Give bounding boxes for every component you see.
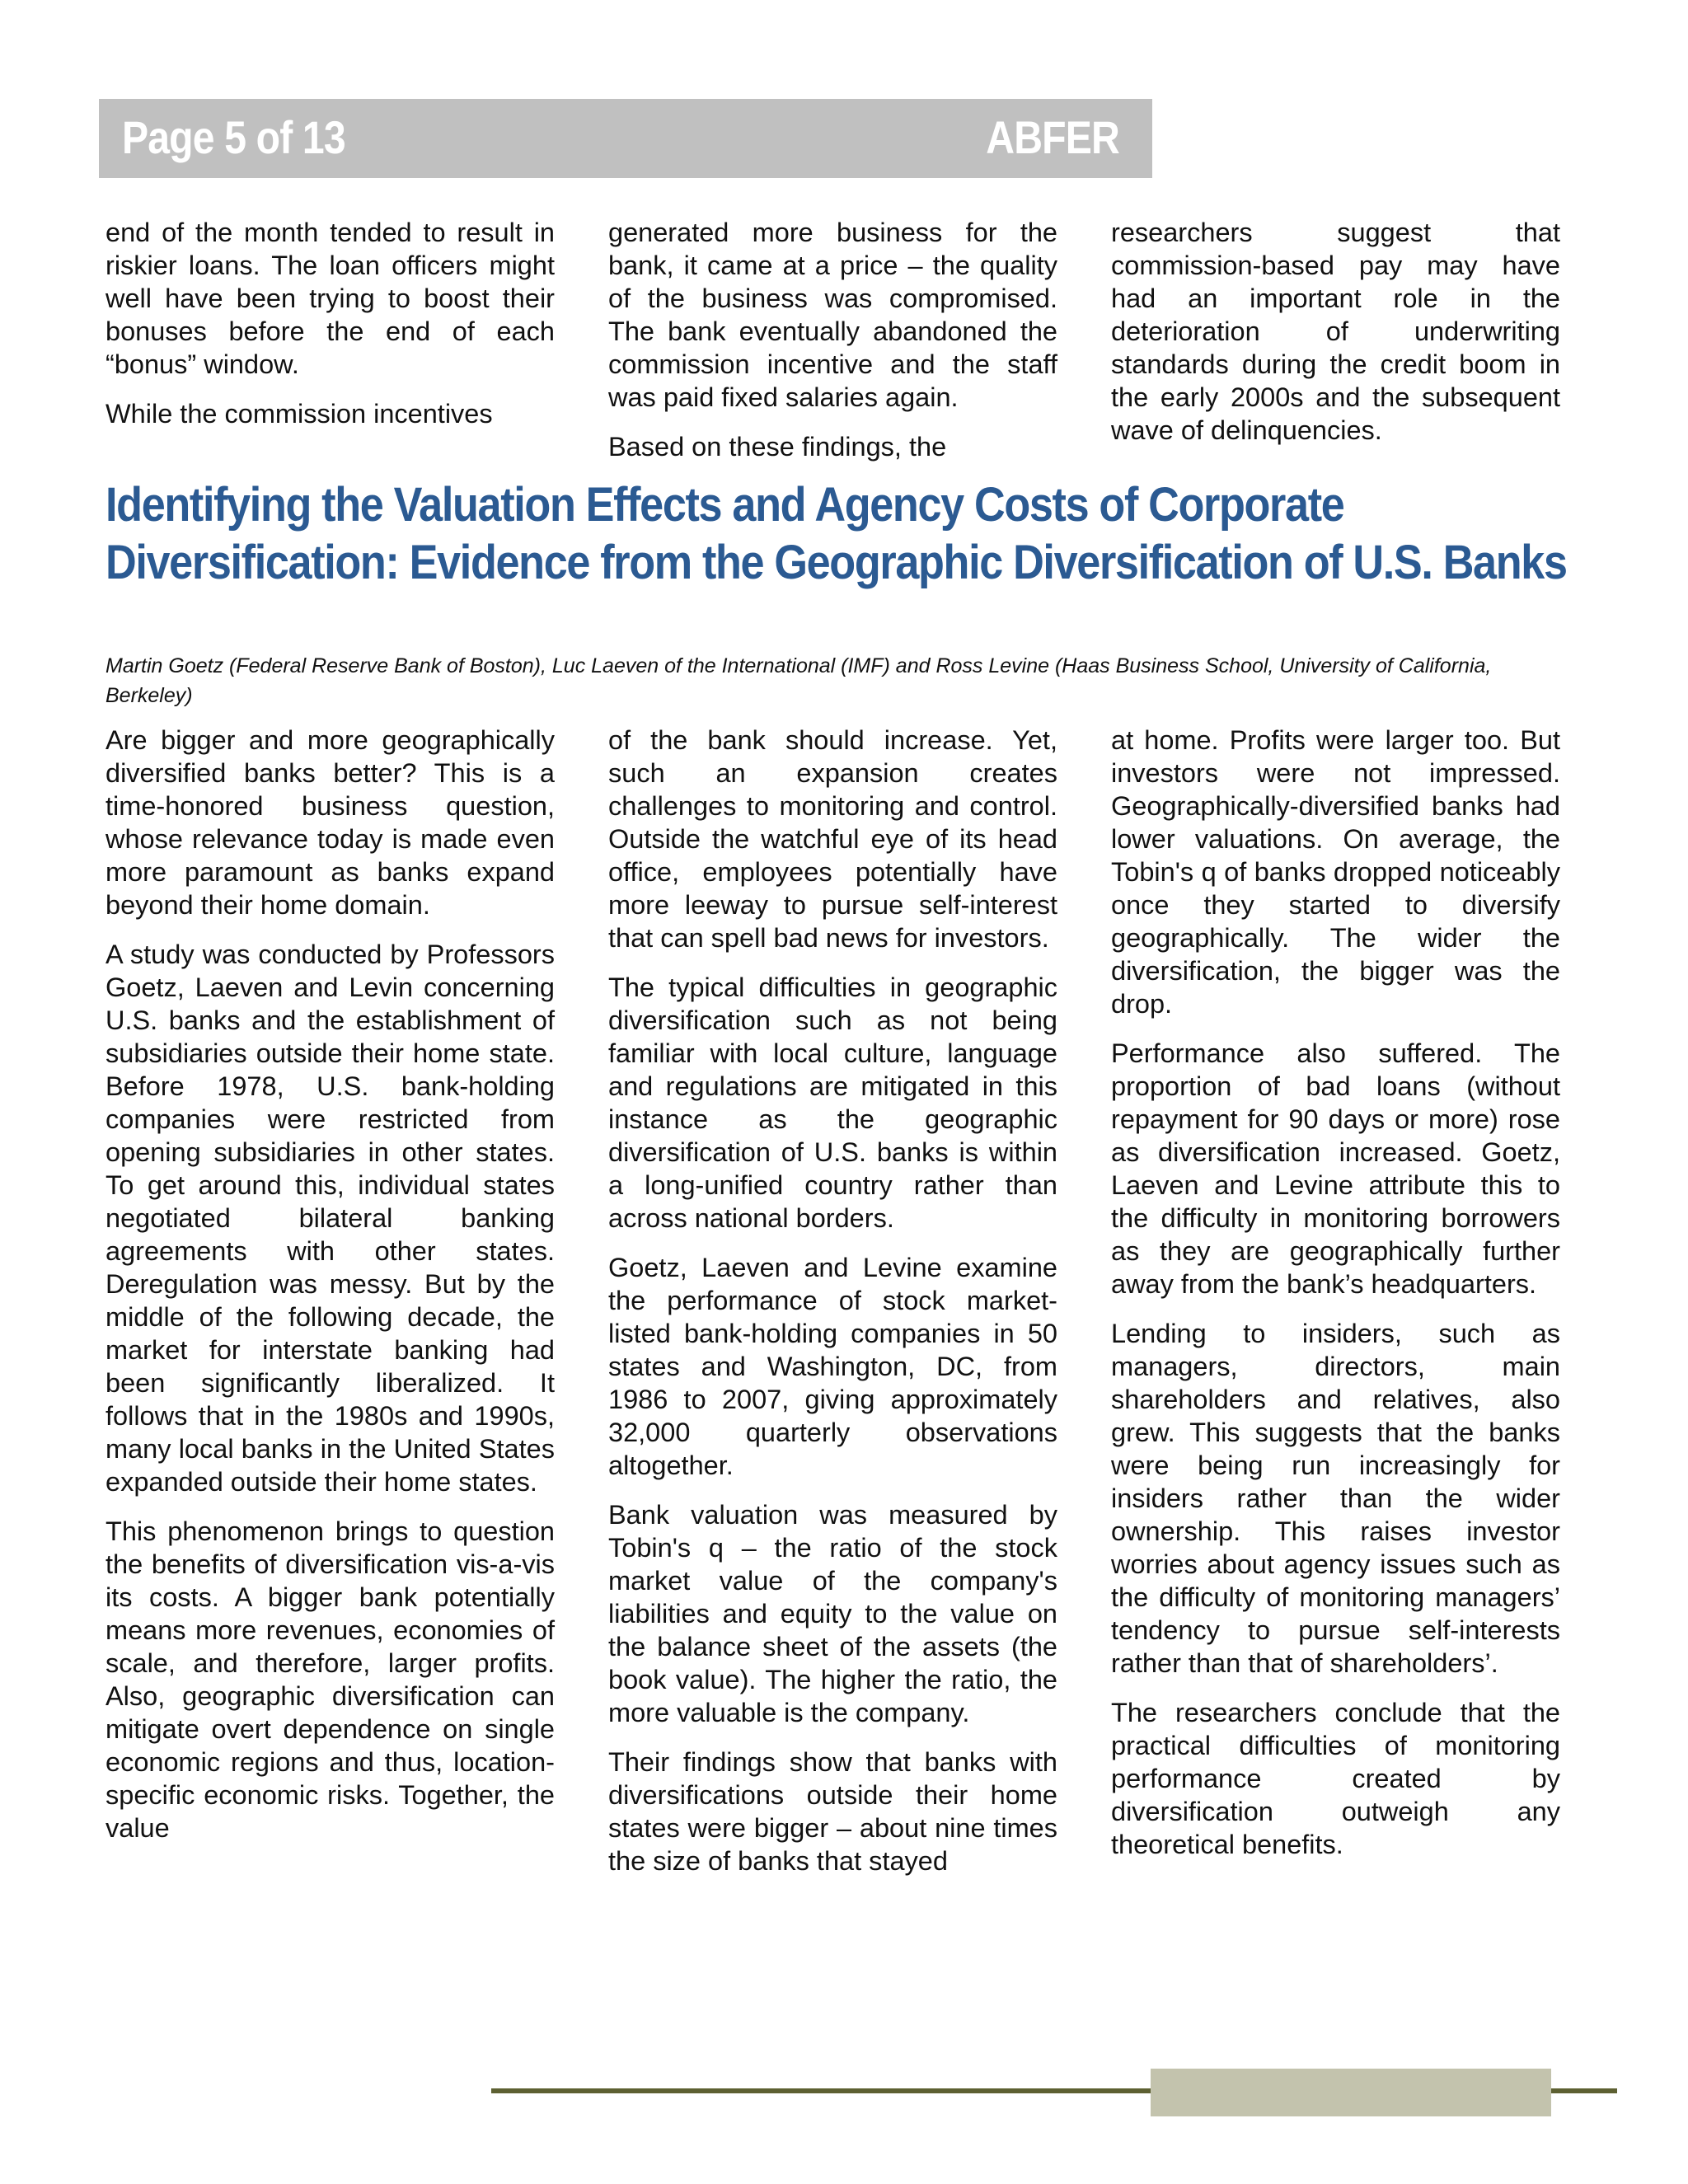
paragraph: Bank valuation was measured by Tobin's q – the ratio of the stock market value of the company's liabilities and equity to the value on the balance sheet of the assets (the book value). The higher the ratio, the more valuable is the company.	[608, 1500, 1057, 1727]
article-title: Identifying the Valuation Effects and Agency Costs of Corporate Diversification: Evidence from the Geographic Diversification of U.S. Banks	[106, 478, 1567, 589]
article-authors: Martin Goetz (Federal Reserve Bank of Boston), Luc Laeven of the International (IMF) and Ross Levine (Haas Business School, University of California, Berkeley)	[106, 654, 1492, 707]
paragraph: end of the month tended to result in riskier loans. The loan officers might well have been trying to boost their bonuses before the end of each “bonus” window.	[106, 218, 555, 379]
paragraph: This phenomenon brings to question the benefits of diversification vis-a-vis its costs. A bigger bank potentially means more revenues, economies of scale, and therefore, larger profits. Also, geographic diversification can mitigate overt dependence on single economic regions and thus, location-specific economic risks. Together, the value	[106, 1516, 555, 1843]
page-header-band	[99, 99, 1152, 178]
article-column-3	[1111, 724, 1560, 1861]
paragraph: The researchers conclude that the practical difficulties of monitoring performance created by diversification outweigh any theoretical benefits.	[1111, 1698, 1560, 1859]
paragraph: Based on these findings, the	[608, 432, 947, 462]
paragraph: researchers suggest that commission-based pay may have had an important role in the deterioration of underwriting standards during the credit boom in the early 2000s and the subsequent wave of delinquencies.	[1111, 218, 1560, 445]
continued-column-3	[1111, 216, 1560, 447]
paragraph: Are bigger and more geographically diversified banks better? This is a time-honored business question, whose relevance today is made even more paramount as banks expand beyond their home domain.	[106, 725, 555, 920]
footer-accent-block	[1151, 2069, 1551, 2116]
paragraph: Goetz, Laeven and Levine examine the performance of stock market-listed bank-holding companies in 50 states and Washington, DC, from 1986 to 2007, giving approximately 32,000 quarterly observations altogether.	[608, 1253, 1057, 1480]
paragraph: at home. Profits were larger too. But investors were not impressed. Geographically-diversified banks had lower valuations. On average, the Tobin's q of banks dropped noticeably once they started to diversify geographically. The wider the diversification, the bigger was the drop.	[1111, 725, 1560, 1019]
paragraph: Performance also suffered. The proportion of bad loans (without repayment for 90 days or more) rose as diversification increased. Goetz, Laeven and Levine attribute this to the difficulty in monitoring borrowers as they are geographically further away from the bank’s headquarters.	[1111, 1038, 1560, 1299]
paragraph: Lending to insiders, such as managers, directors, main shareholders and relatives, also grew. This suggests that the banks were being run increasingly for insiders rather than the wider ownership. This raises investor worries about agency issues such as the difficulty of monitoring managers’ tendency to pursue self-interests rather than that of shareholders’.	[1111, 1319, 1560, 1678]
continued-column-1	[106, 216, 555, 430]
paragraph: Their findings show that banks with diversifications outside their home states were bigger – about nine times the size of banks that stayed	[608, 1747, 1057, 1876]
page-number: Page 5 of 13	[122, 111, 345, 163]
article-column-2	[608, 724, 1057, 1877]
paragraph: The typical difficulties in geographic diversification such as not being familiar with local culture, language and regulations are mitigated in this instance as the geographic diversification of U.S. banks is within a long-unified country rather than across national borders.	[608, 972, 1057, 1233]
paragraph: A study was conducted by Professors Goetz, Laeven and Levin concerning U.S. banks and the establishment of subsidiaries outside their home state. Before 1978, U.S. bank-holding companies were restricted from opening subsidiaries in other states. To get around this, individual states negotiated bilateral banking agreements with other states. Deregulation was messy. But by the middle of the following decade, the market for interstate banking had been significantly liberalized. It follows that in the 1980s and 1990s, many local banks in the United States expanded outside their home states.	[106, 940, 555, 1497]
paragraph: While the commission incentives	[106, 399, 493, 429]
continued-column-2	[608, 216, 1057, 463]
publisher-name: ABFER	[986, 111, 1119, 163]
article-column-1	[106, 724, 555, 1844]
paragraph: of the bank should increase. Yet, such an expansion creates challenges to monitoring and control. Outside the watchful eye of its head office, employees potentially have more leeway to pursue self-interest that can spell bad news for investors.	[608, 725, 1057, 953]
paragraph: generated more business for the bank, it came at a price – the quality of the business was compromised. The bank eventually abandoned the commission incentive and the staff was paid fixed salaries again.	[608, 218, 1057, 412]
